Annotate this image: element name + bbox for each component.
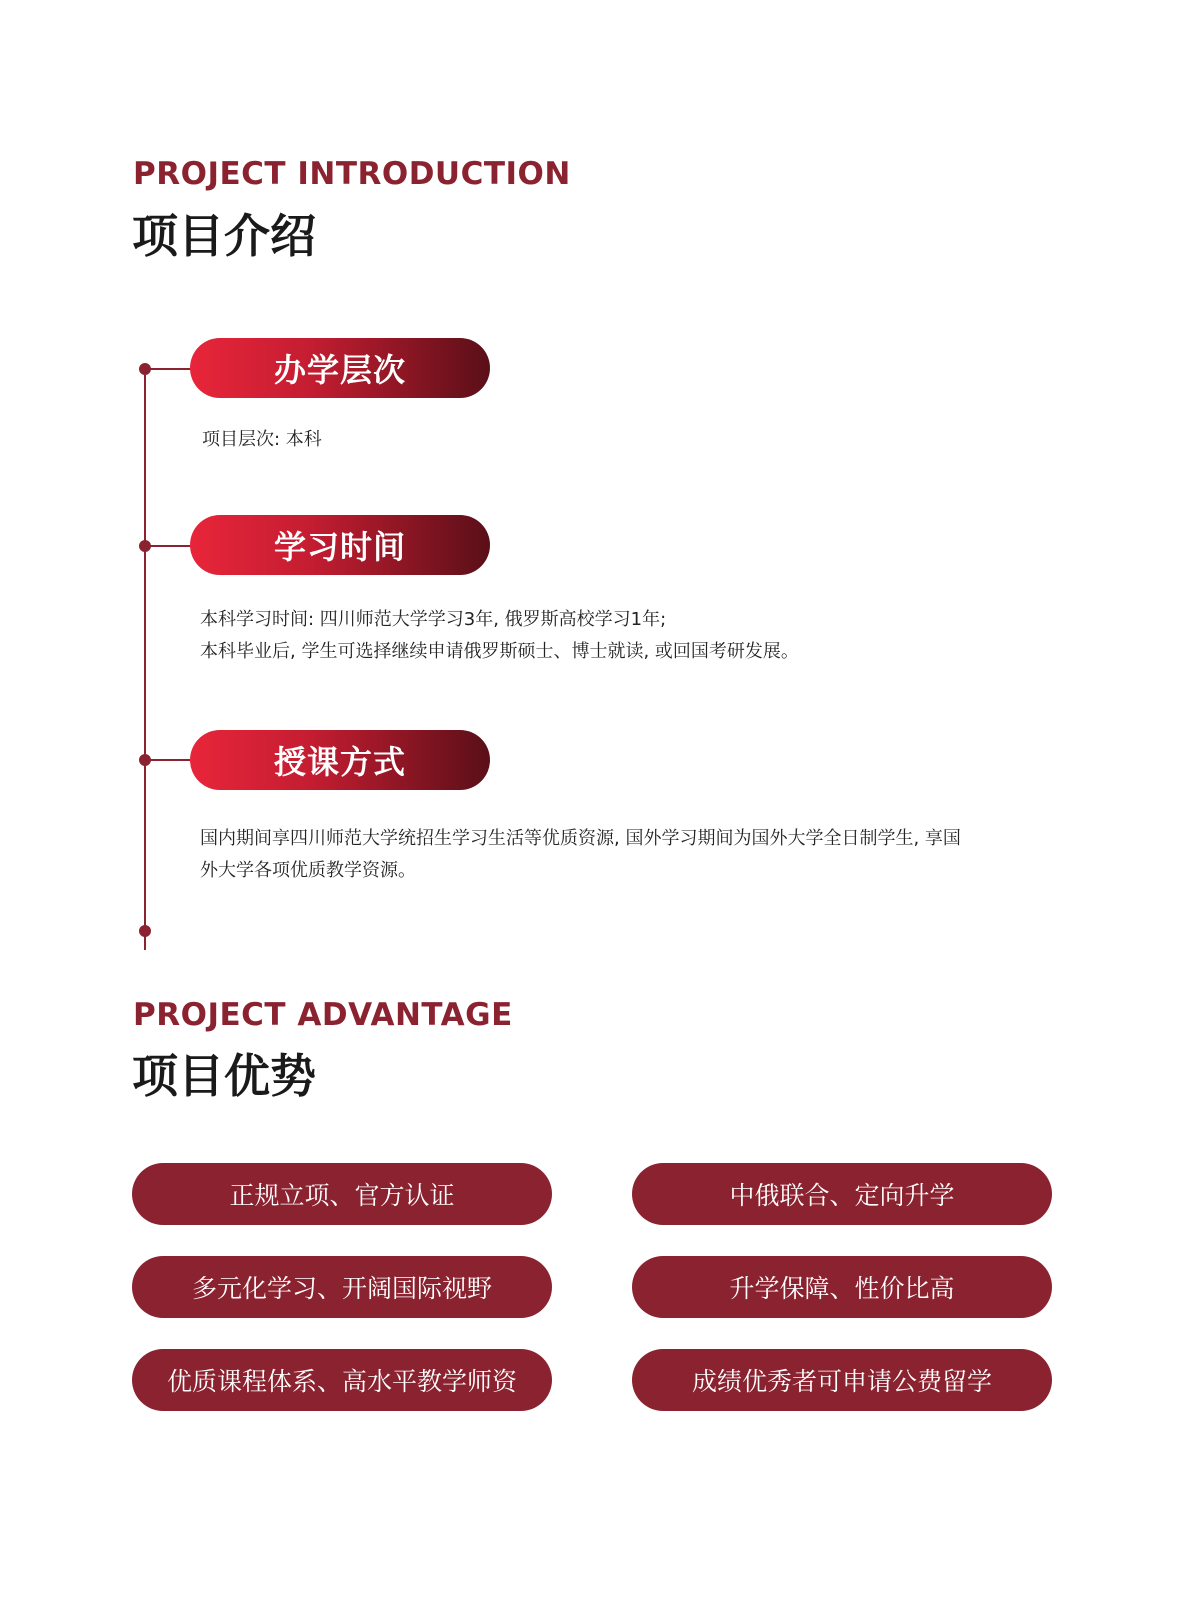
timeline-connector (145, 759, 193, 761)
heading-pill-level: 办学层次 (190, 338, 490, 398)
advantage-item: 多元化学习、开阔国际视野 (132, 1256, 552, 1318)
description-line: 本科毕业后, 学生可选择继续申请俄罗斯硕士、博士就读, 或回国考研发展。 (200, 641, 799, 662)
intro-chinese-title: 项目介绍 (132, 209, 316, 263)
description-line: 国内期间享四川师范大学统招生学习生活等优质资源, 国外学习期间为国外大学全日制学生, 享国 (200, 828, 961, 849)
description-level (202, 424, 1052, 456)
advantage-item: 升学保障、性价比高 (632, 1256, 1052, 1318)
advantage-item: 正规立项、官方认证 (132, 1163, 552, 1225)
description-teaching-mode (200, 823, 1040, 887)
description-line: 外大学各项优质教学资源。 (200, 860, 416, 881)
heading-pill-teaching-mode: 授课方式 (190, 730, 490, 790)
advantage-chinese-title: 项目优势 (132, 1049, 316, 1103)
timeline-line (144, 375, 146, 950)
timeline-connector (145, 545, 193, 547)
advantage-item: 优质课程体系、高水平教学师资 (132, 1349, 552, 1411)
timeline-end-dot (139, 925, 151, 937)
advantage-item: 成绩优秀者可申请公费留学 (632, 1349, 1052, 1411)
heading-pill-study-time: 学习时间 (190, 515, 490, 575)
timeline-connector (145, 368, 193, 370)
description-line: 本科学习时间: 四川师范大学学习3年, 俄罗斯高校学习1年; (200, 609, 667, 630)
advantage-item: 中俄联合、定向升学 (632, 1163, 1052, 1225)
description-line: 项目层次: 本科 (202, 429, 322, 450)
description-study-time (200, 604, 1050, 668)
advantage-english-title: PROJECT ADVANTAGE (133, 997, 513, 1033)
intro-english-title: PROJECT INTRODUCTION (133, 156, 571, 192)
